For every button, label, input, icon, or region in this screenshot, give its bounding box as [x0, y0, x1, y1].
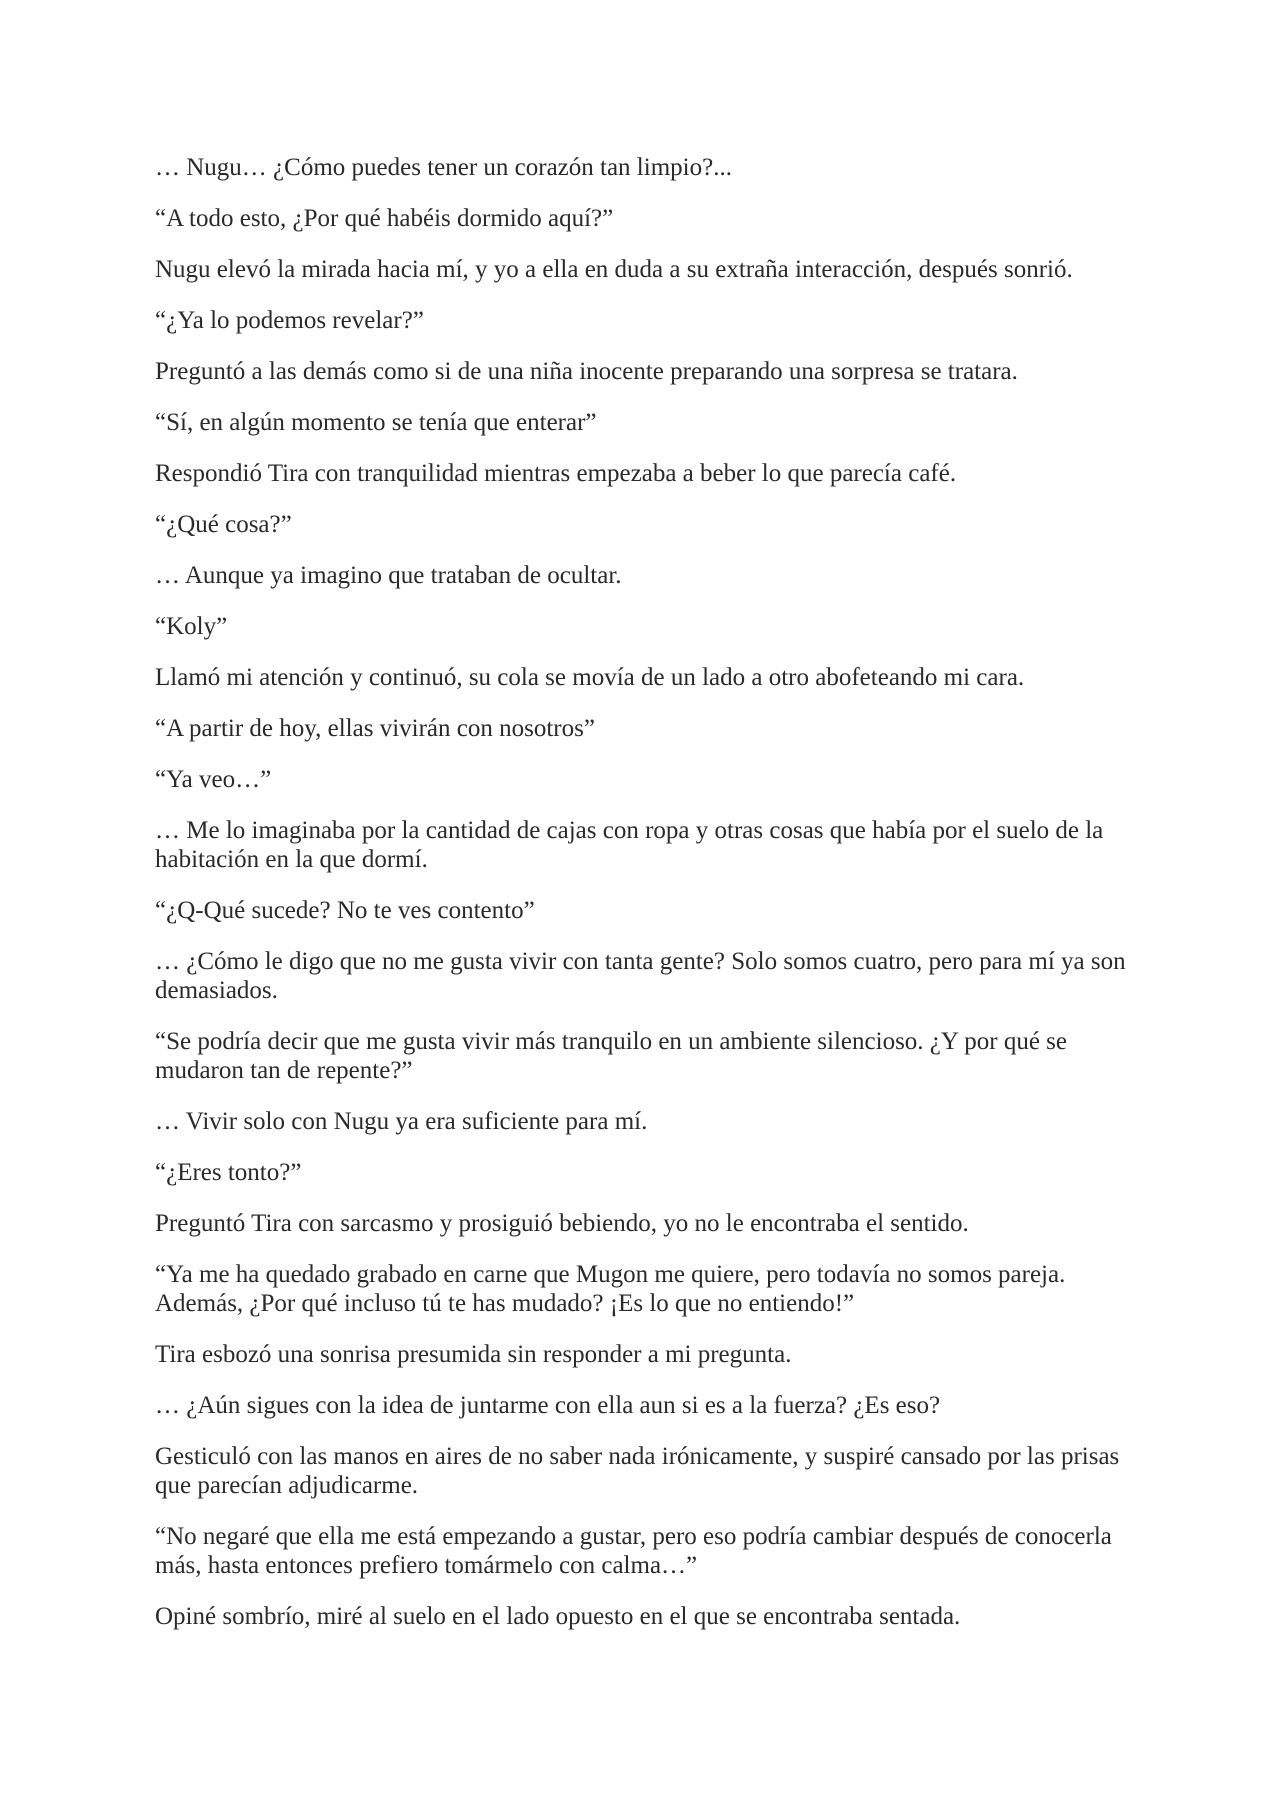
paragraph: Llamó mi atención y continuó, su cola se movía de un lado a otro abofeteando mi cara.	[155, 664, 1025, 691]
paragraph: “¿Eres tonto?”	[155, 1159, 302, 1186]
paragraph: Opiné sombrío, miré al suelo en el lado opuesto en el que se encontraba sentada.	[155, 1603, 961, 1630]
paragraph: “Se podría decir que me gusta vivir más tranquilo en un ambiente silencioso. ¿Y por qué se mudaron tan de repente?”	[155, 1028, 1068, 1084]
paragraph: “¿Q-Qué sucede? No te ves contento”	[155, 897, 535, 924]
paragraph: “Ya me ha quedado grabado en carne que Mugon me quiere, pero todavía no somos pareja. Además, ¿Por qué incluso tú te has mudado? ¡Es lo que no entiendo!”	[155, 1261, 1066, 1317]
paragraph: … Aunque ya imagino que trataban de ocultar.	[155, 562, 622, 589]
paragraph: “¿Qué cosa?”	[155, 511, 292, 538]
paragraph: … ¿Cómo le digo que no me gusta vivir con tanta gente? Solo somos cuatro, pero para mí ya son demasiados.	[155, 948, 1126, 1004]
paragraph: Gesticuló con las manos en aires de no saber nada irónicamente, y suspiré cansado por las prisas que parecían adjudicarme.	[155, 1443, 1120, 1499]
paragraph: Tira esbozó una sonrisa presumida sin responder a mi pregunta.	[155, 1341, 792, 1368]
paragraph: … Me lo imaginaba por la cantidad de cajas con ropa y otras cosas que había por el suelo de la habitación en la que dormí.	[155, 817, 1104, 873]
paragraph: Preguntó Tira con sarcasmo y prosiguió bebiendo, yo no le encontraba el sentido.	[155, 1210, 969, 1237]
paragraph: Respondió Tira con tranquilidad mientras empezaba a beber lo que parecía café.	[155, 460, 957, 487]
paragraph: Nugu elevó la mirada hacia mí, y yo a ella en duda a su extraña interacción, después sonrió.	[155, 256, 1073, 283]
document-body	[155, 153, 1130, 1653]
paragraph: “Koly”	[155, 613, 228, 640]
paragraph: … Nugu… ¿Cómo puedes tener un corazón tan limpio?...	[155, 154, 732, 181]
paragraph: “No negaré que ella me está empezando a gustar, pero eso podría cambiar después de conocerla más, hasta entonces prefiero tomármelo con calma…”	[155, 1523, 1112, 1579]
paragraph: … Vivir solo con Nugu ya era suficiente para mí.	[155, 1108, 648, 1135]
paragraph: “¿Ya lo podemos revelar?”	[155, 307, 424, 334]
paragraph: “Ya veo…”	[155, 766, 272, 793]
paragraph: “A todo esto, ¿Por qué habéis dormido aquí?”	[155, 205, 614, 232]
paragraph: “Sí, en algún momento se tenía que enterar”	[155, 409, 597, 436]
paragraph: “A partir de hoy, ellas vivirán con nosotros”	[155, 715, 595, 742]
paragraph: Preguntó a las demás como si de una niña inocente preparando una sorpresa se tratara.	[155, 358, 1018, 385]
paragraph: … ¿Aún sigues con la idea de juntarme con ella aun si es a la fuerza? ¿Es eso?	[155, 1392, 941, 1419]
